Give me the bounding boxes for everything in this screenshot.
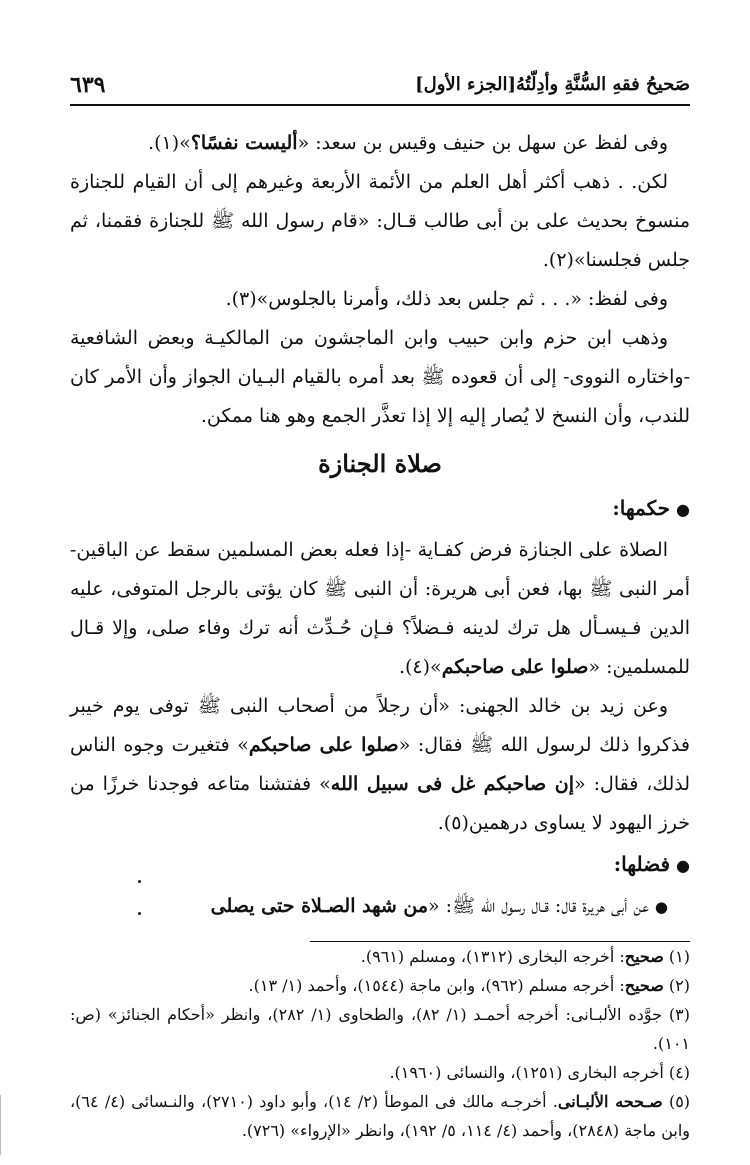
hadith-quote: صلوا على صاحبكم (441, 656, 589, 678)
footnote-2: (٢) صحيح: أخرجه مسلم (٩٦٢)، وابن ماجة (١٥٤٤)، وأحمد (١/ ١٣). (248, 976, 690, 995)
paragraph-5: الصلاة على الجنازة فرض كفـاية -إذا فعله بعض المسلمين سقط عن الباقين- أمر النبى ﷺ بها، فعن أبى هريرة: أن النبى ﷺ كان يؤتى بالرجل المتوفى، عليه الدين فـيسـأل هل ترك لدينه فـضلاً؟ فـإن حُـدِّث أنه ترك وفاء صلى، وإلا قـال للمسلمين: «صلوا على صاحبكم»(٤). (70, 539, 690, 678)
paragraph-2: لكن. . ذهب أكثر أهل العلم من الأئمة الأربعة وغيرهم إلى أن القيام للجنازة منسوخ بحديث على بن أبى طالب قـال: «قام رسول الله ﷺ للجنازة فقمنا، ثم جلس فجلسنا»(٢). (70, 171, 690, 271)
footnote-5: (٥) صـححه الألبـانى. أخرجـه مالك فى الموطأ (٢/ ١٤)، وأبو داود (٢٧١٠)، والنـسائى (٤/ ٦٤)، وابن ماجة (٢٨٤٨)، وأحمد (٤/ ١١٤، ٥/ ١٩٢)، وانظر «الإرواء» (٧٢٦). (70, 1092, 691, 1140)
hadith-quote: صلوا على صاحبكم (248, 734, 399, 756)
document-page (70, 70, 690, 1145)
page-header (70, 70, 690, 106)
paragraph-1: وفى لفظ عن سهل بن حنيف وقيس بن سعد: «أليست نفسًا؟»(١). (148, 132, 668, 154)
subheading-ruling: ●حكمها: (612, 496, 690, 520)
bullet-icon: ● (676, 500, 690, 519)
book-title: صَحيحُ فقهِ السُّنَّةِ وأدِلّتُهُ[الجزء الأول] (415, 74, 690, 95)
bullet-icon: ● (676, 856, 690, 875)
footnote-1: (١) صحيح: أخرجه البخارى (١٣١٢)، ومسلم (٩٦١). (360, 947, 690, 966)
section-heading: صلاة الجنازة (318, 449, 442, 478)
subheading-virtue: ●فضلها: (613, 852, 690, 876)
paragraph-3: وفى لفظ: «. . . ثم جلس بعد ذلك، وأمرنا بالجلوس»(٣). (225, 288, 668, 310)
hadith-quote: من شهد الصـلاة حتى يصلى (210, 895, 428, 917)
paragraph-6: وعن زيد بن خالد الجهنى: «أن رجلاً من أصحاب النبى ﷺ توفى يوم خيبر فذكروا ذلك لرسول الله ﷺ فقال: «صلوا على صاحبكم» فتغيرت وجوه الناس لذلك، فقال: «إن صاحبكم غل فى سبيل الله» ففتشنا متاعه فوجدنا خرزًا من خرز اليهود لا يساوى درهمين(٥). (70, 695, 691, 834)
hadith-quote: أليست نفسًا؟ (190, 132, 298, 154)
main-text (70, 106, 690, 1145)
scan-speck (138, 912, 141, 915)
scan-margin-line (0, 1095, 1, 1155)
bullet-icon: ● (654, 898, 668, 916)
paragraph-7: ●عن أبى هريرة قال: قـال رسول الله ﷺ: «من شهد الصـلاة حتى يصلى (210, 895, 668, 917)
footnote-4: (٤) أخرجه البخارى (١٢٥١)، والنسائى (١٩٦٠). (389, 1063, 690, 1082)
page-number: ٦٣٩ (70, 72, 106, 98)
paragraph-4: وذهب ابن حزم وابن حبيب وابن الماجشون من المالكيـة وبعض الشافعية -واختاره النووى- إلى أن قعوده ﷺ بعد أمره بالقيام البـيان الجواز وأن الأمر كان للندب، وأن النسخ لا يُصار إليه إلا إذا تعذَّر الجمع وهو هنا ممكن. (70, 327, 690, 427)
footnote-3: (٣) جوَّده الألبـانى: أخرجه أحمـد (١/ ٨٢)، والطحاوى (١/ ٢٨٢)، وانظر «أحكام الجنائز» (ص: ١٠١). (70, 1005, 690, 1053)
hadith-quote: إن صاحبكم غل فى سبيل الله (330, 773, 574, 795)
scan-speck (138, 880, 141, 883)
